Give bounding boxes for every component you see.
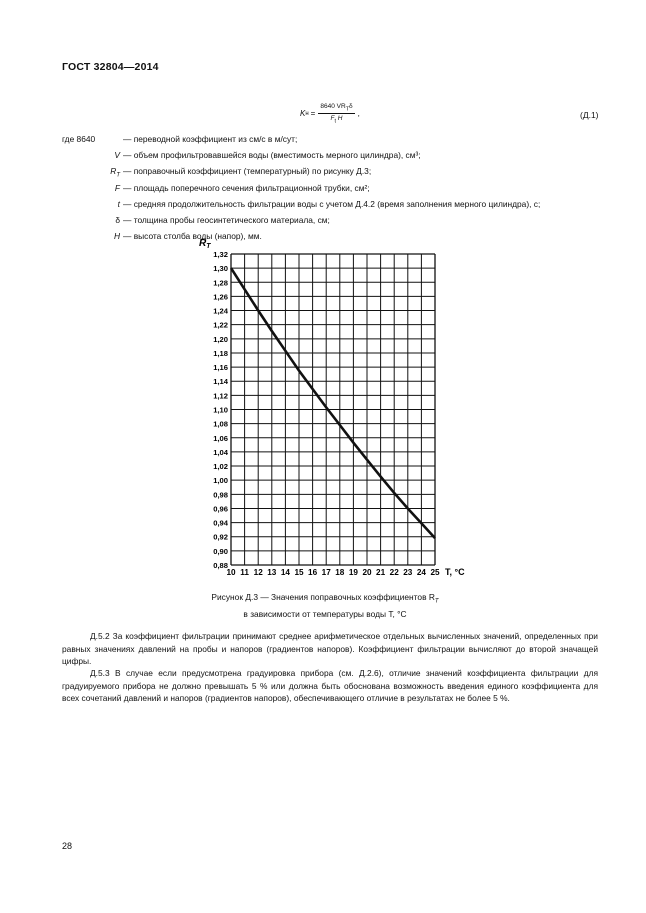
y-tick-label: 1,32 xyxy=(213,250,228,259)
y-tick-label: 1,24 xyxy=(213,306,228,316)
y-tick-label: 1,02 xyxy=(213,462,228,472)
y-tick-label: 0,92 xyxy=(213,532,228,542)
definition-symbol: V xyxy=(114,150,120,161)
y-tick-label: 1,20 xyxy=(213,334,228,344)
formula-numerator-sub: T xyxy=(345,106,349,113)
caption-line-2: в зависимости от температуры воды T, °C xyxy=(243,609,407,620)
y-tick-label: 1,10 xyxy=(213,405,228,415)
y-tick-label: 0,98 xyxy=(213,490,228,500)
formula-equals: = xyxy=(310,109,316,119)
formula-denominator-main: F xyxy=(330,115,335,123)
x-tick-label: 11 xyxy=(240,568,249,577)
formula-lhs: K xyxy=(300,109,306,119)
x-axis-label: T, °C xyxy=(445,567,465,577)
y-tick-label: 1,16 xyxy=(213,363,228,373)
x-tick-label: 25 xyxy=(430,568,440,577)
paragraph-d53 xyxy=(62,667,598,705)
chart-grid xyxy=(231,254,435,565)
y-tick-label: 1,12 xyxy=(213,391,228,401)
formula-numerator-tail: δ xyxy=(348,103,353,110)
x-tick-label: 15 xyxy=(294,568,304,577)
paragraph-text: Д.5.3 В случае если предусмотрена градуировка прибора (см. Д.2.6), отличие значений коэффициента фильтрации для градуируемого прибора не должно превышать 5 % или должна быть обоснована возможность введения единого коэффициента для всех сочетаний давлений и напоров (градиентов напоров), обеспечивающего отличие в результатах не более 5 %. xyxy=(62,668,598,704)
definition-symbol: H xyxy=(113,231,120,242)
x-tick-label: 20 xyxy=(362,568,372,577)
x-tick-label: 18 xyxy=(335,568,345,577)
equation-number: (Д.1) xyxy=(580,110,599,120)
series-line-rt xyxy=(231,268,435,538)
paragraph-text: Д.5.2 За коэффициент фильтрации принимают среднее арифметическое отдельных вычисленных значений, определенных при равных значениях давлений на пробы и напоров (градиентов напоров). Коэффициент фильтрации вычисляют до второй значащей цифры. xyxy=(62,631,598,667)
formula-numerator-main: 8640 VR xyxy=(320,103,346,110)
definition-symbol: t xyxy=(117,198,120,209)
formula-lhs-sub: н xyxy=(305,110,309,117)
x-tick-labels xyxy=(226,568,440,577)
page-number: 28 xyxy=(62,841,73,851)
y-tick-label: 1,22 xyxy=(213,320,228,330)
document-header: ГОСТ 32804—2014 xyxy=(62,61,159,73)
y-tick-label: 1,14 xyxy=(213,377,228,387)
definition-text: — высота столба воды (напор), мм. xyxy=(123,231,262,242)
x-tick-label: 12 xyxy=(253,568,263,577)
definition-symbol-sub: T xyxy=(116,173,120,180)
figure-caption xyxy=(140,591,510,621)
y-tick-label: 1,28 xyxy=(213,278,228,288)
y-tick-label: 0,90 xyxy=(213,546,228,556)
caption-line-1 xyxy=(140,591,510,608)
formula-denominator-sub: t xyxy=(334,118,336,125)
x-tick-label: 22 xyxy=(389,568,399,577)
x-tick-label: 16 xyxy=(308,568,318,577)
y-tick-label: 1,30 xyxy=(213,264,228,274)
y-tick-label: 1,18 xyxy=(213,348,228,358)
definition-symbol: δ xyxy=(115,214,120,225)
y-axis-label: $R_T$ xyxy=(199,238,211,250)
x-tick-label: 21 xyxy=(376,568,386,577)
definition-symbol: F xyxy=(114,182,120,193)
x-tick-label: 14 xyxy=(280,568,290,577)
caption-line-1-text: Рисунок Д.3 — Значения поправочных коэффициентов R xyxy=(211,592,435,602)
x-tick-label: 24 xyxy=(416,568,426,577)
definition-text: — толщина пробы геосинтетического материала, см; xyxy=(123,214,330,225)
y-tick-label: 1,00 xyxy=(213,476,228,486)
x-tick-label: 13 xyxy=(267,568,277,577)
formula-denominator-tail: H xyxy=(337,115,343,123)
definition-text: — переводной коэффициент из см/с в м/сут; xyxy=(123,134,298,144)
formula-trailing: , xyxy=(357,109,360,119)
x-tick-label: 23 xyxy=(403,568,413,577)
definition-text: — поправочный коэффициент (температурный) по рисунку Д.3; xyxy=(123,166,372,177)
y-tick-label: 0,96 xyxy=(213,504,228,514)
x-tick-label: 10 xyxy=(226,568,236,577)
y-tick-labels xyxy=(213,250,229,570)
definition-text: — площадь поперечного сечения фильтрационной трубки, см²; xyxy=(123,182,370,193)
x-tick-label: 17 xyxy=(321,568,331,577)
caption-line-1-sub: T xyxy=(434,598,439,605)
y-tick-label: 1,06 xyxy=(213,433,228,443)
definition-symbol-main: R xyxy=(110,166,117,177)
definition-text: — объем профильтровавшейся воды (вместимость мерного цилиндра), см³; xyxy=(123,150,421,161)
x-tick-label: 19 xyxy=(348,568,358,577)
y-tick-label: 1,08 xyxy=(213,419,228,429)
paragraph-d52 xyxy=(62,630,598,668)
y-tick-label: 1,26 xyxy=(213,292,228,302)
y-tick-label: 0,88 xyxy=(213,561,228,570)
definition-symbol: где 8640 xyxy=(62,134,96,144)
definition-text: — средняя продолжительность фильтрации воды с учетом Д.4.2 (время заполнения мерного цилиндра), с; xyxy=(123,198,541,209)
y-tick-label: 0,94 xyxy=(213,518,228,528)
y-tick-label: 1,04 xyxy=(213,447,228,457)
